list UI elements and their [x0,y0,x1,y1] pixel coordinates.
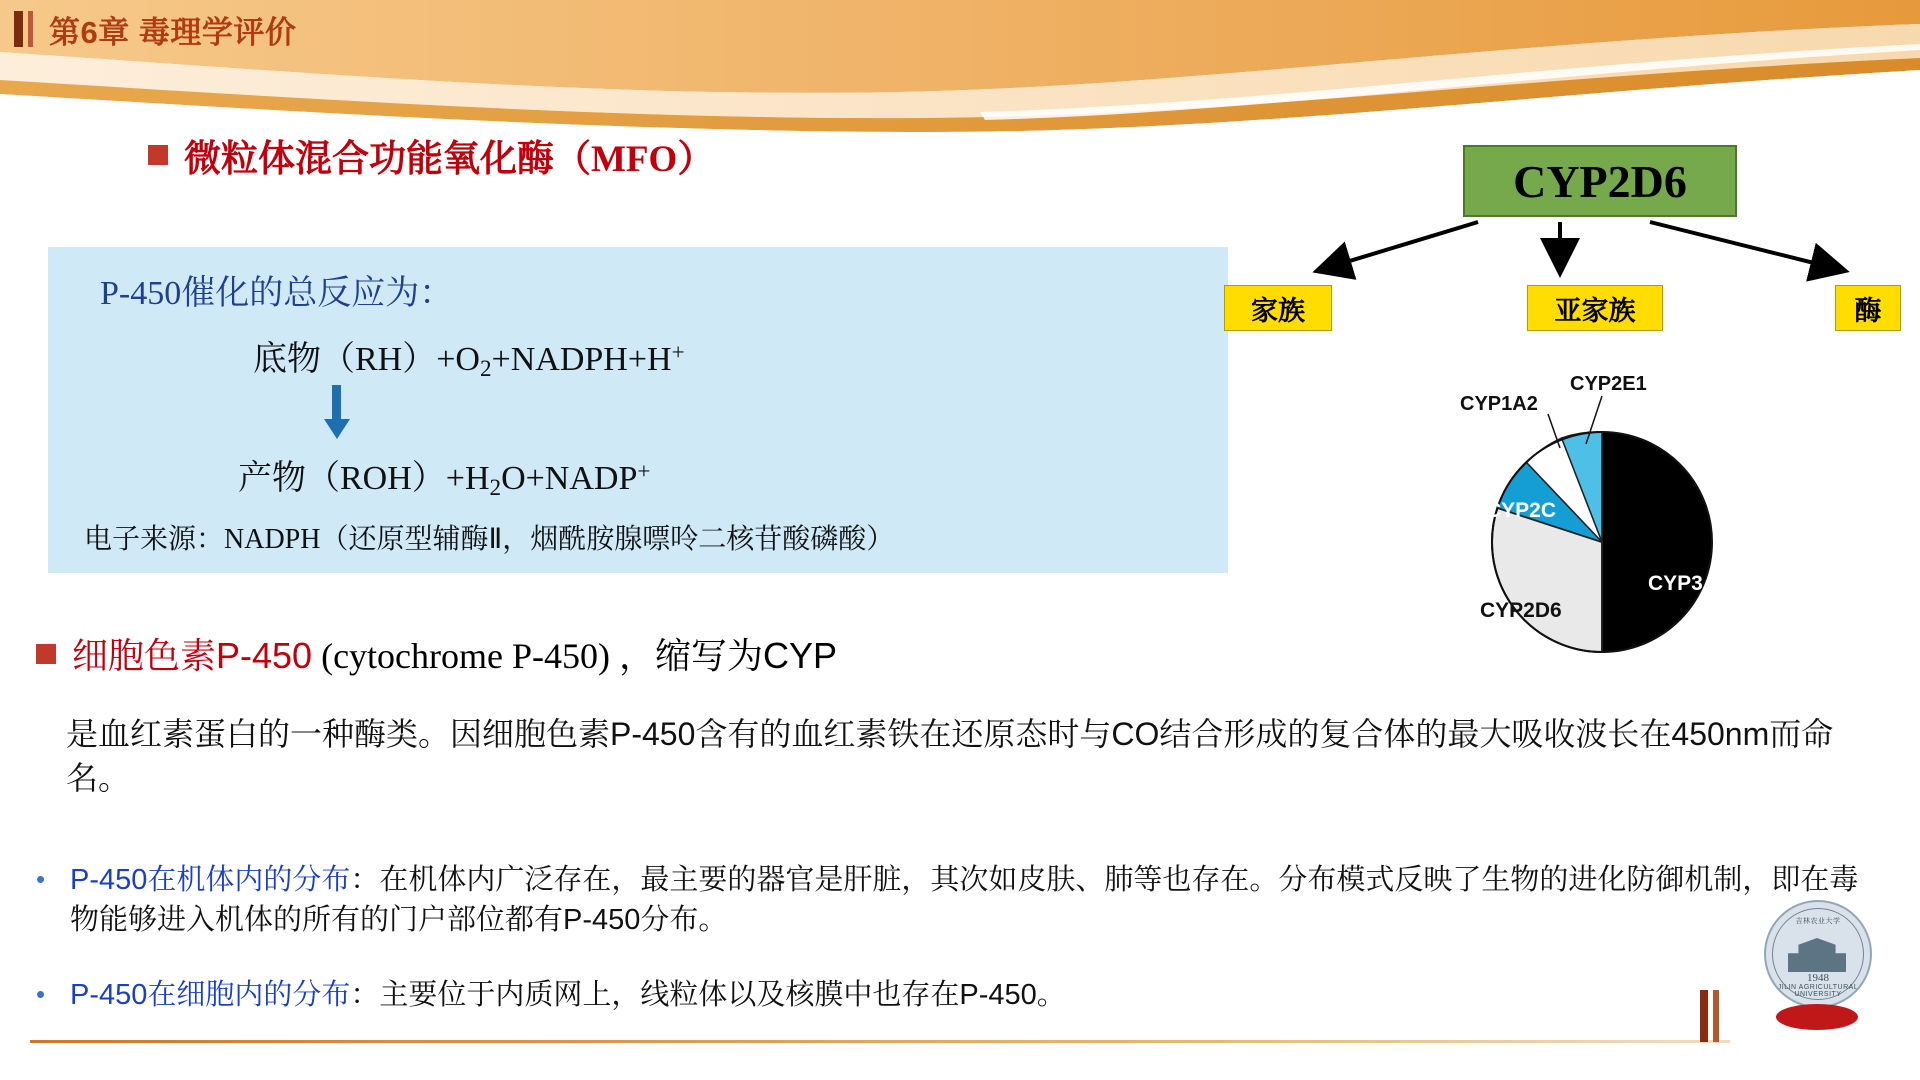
substrate-sub: 2 [479,355,492,382]
list-item-text: ：主要位于内质网上，线粒体以及核膜中也存在P-450。 [350,979,1066,1011]
heading-cn: 微粒体混合功能氧化酶（ [184,138,591,179]
list-item-body [70,860,1866,940]
tag-family: 家族 [1224,285,1332,331]
logo-arc-bottom: JILIN AGRICULTURAL UNIVERSITY [1777,984,1859,998]
heading-abbr: MFO [591,139,678,180]
footer-red-ellipse [1776,1004,1858,1030]
pie-label-cyp1a2: CYP1A2 [1460,393,1538,415]
product-sup: + [637,458,651,485]
product-mid: O+NADP [501,460,638,497]
footer-divider [30,1040,1730,1043]
body-paragraph: 是血红素蛋白的一种酶类。因细胞色素P-450含有的血红素铁在还原态时与CO结合形成的复合体的最大吸收波长在450nm而命名。 [66,716,1834,797]
reaction-title: P-450催化的总反应为： [100,275,454,312]
square-bullet-icon [148,145,168,165]
pie-label-cyp3a: CYP3A [1648,572,1719,595]
reaction-substrate [253,331,685,383]
bullet-dot-icon: • [36,979,46,1009]
list-item [36,975,1866,1015]
tag-subfamily: 亚家族 [1527,285,1663,331]
product-prefix: 产物（ROH）+H [238,460,490,497]
section-heading-cyp-text [72,628,837,679]
pie-label-cyp2e1: CYP2E1 [1570,373,1647,395]
list-item-lead: P-450在机体内的分布 [70,864,351,896]
pie-label-cyp2d6: CYP2D6 [1480,599,1562,622]
section-heading-cyp [36,628,837,679]
bullet-dot-icon: • [36,864,46,894]
title-marker-dark [14,11,23,47]
heading-close: ） [677,138,715,179]
substrate-sup: + [671,339,685,366]
substrate-prefix: 底物（RH）+O [253,341,480,378]
reaction-note: 电子来源：NADPH（还原型辅酶Ⅱ，烟酰胺腺嘌呤二核苷酸磷酸） [84,524,895,555]
product-sub: 2 [489,474,502,501]
cyp-title-box: CYP2D6 [1463,145,1737,217]
tag-enzyme: 酶 [1835,285,1901,331]
list-item-body [70,975,1866,1015]
substrate-mid: +NADPH+H [491,341,672,378]
list-item [36,860,1866,940]
list-item-lead: P-450在细胞内的分布 [70,979,351,1011]
chapter-title-bar [14,6,296,52]
university-logo [1764,900,1872,1008]
footer-marks [1700,990,1760,1046]
list-item-text: ：在机体内广泛存在，最主要的器官是肝脏，其次如皮肤、肺等也存在。分布模式反映了生物的进化防御机制，即在毒物能够进入机体的所有的门户部位都有P-450分布。 [70,864,1859,937]
section-heading-mfo [148,128,714,182]
cyp-heading-red: 细胞色素P-450 [72,635,313,676]
chapter-title: 第6章 毒理学评价 [49,14,297,50]
square-bullet-icon-2 [36,644,56,664]
logo-arc-top: 吉林农业大学 [1795,918,1841,925]
cyp-heading-cn: 缩写为CYP [655,635,838,676]
section-heading-text [184,128,714,182]
reaction-product [238,450,650,502]
cyp-heading-latin: (cytochrome P-450) ， [312,636,655,676]
reaction-box [48,247,1228,573]
logo-year: 1948 [1807,972,1829,984]
pie-chart-svg [1452,352,1752,682]
pie-label-cyp2c: CYP2C [1486,499,1557,522]
title-marker-light [28,11,33,47]
cyp-pie-chart [1452,352,1752,682]
